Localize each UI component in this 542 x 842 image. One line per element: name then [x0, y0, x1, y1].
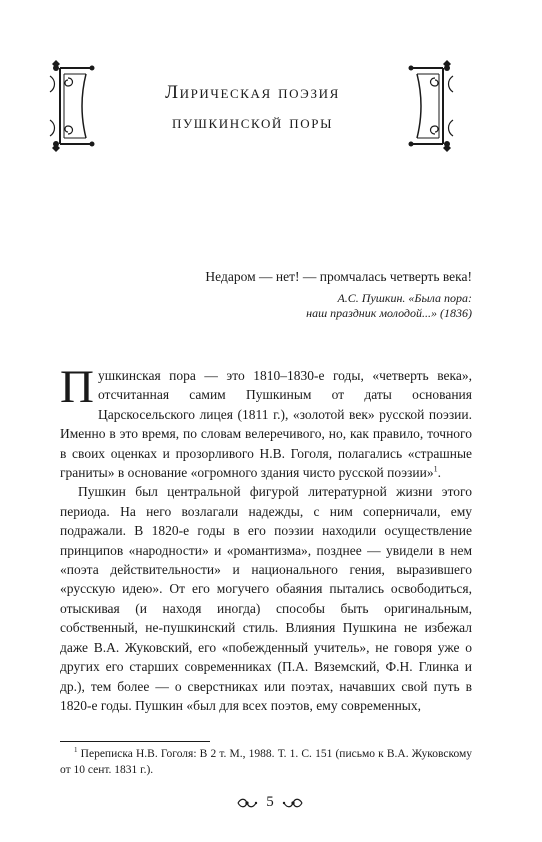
ornate-bracket-left-icon — [48, 60, 98, 152]
footnote-reference[interactable]: 1 — [433, 464, 438, 474]
footnote-marker: 1 — [74, 746, 78, 755]
epigraph-source-line-1: А.С. Пушкин. «Была пора: — [337, 291, 472, 305]
fleuron-right-icon — [282, 796, 304, 808]
footnote — [60, 746, 472, 778]
epigraph-source — [150, 291, 472, 321]
epigraph — [150, 268, 472, 321]
page-number: 5 — [266, 793, 274, 810]
ornate-bracket-right-icon — [405, 60, 455, 152]
page-footer — [220, 792, 320, 812]
body-text — [60, 361, 472, 715]
epigraph-source-line-2: наш праздник молодой...» (1836) — [306, 306, 472, 320]
paragraph-1 — [60, 361, 472, 482]
chapter-title-line-1: Лирическая поэзия — [165, 82, 340, 103]
drop-cap: П — [60, 361, 94, 413]
paragraph-1-text: ушкинская пора — это 1810–1830-е годы, «четверть века», отсчитанная самим Пушкиным от даты основания Царскосельского лицея (1811 г.), «золотой век» русской поэзии. Именно в это время, по словам велеречивого, но, как правило, точного в своих оценках и прозорливого Н.В. Гоголя, полагались «страшные граниты» в основание «огромного здания чисто русской поэзии» — [60, 368, 472, 481]
chapter-title-line-2: пушкинской поры — [171, 112, 334, 133]
paragraph-1-end: . — [437, 465, 441, 481]
footnote-divider — [60, 741, 210, 742]
paragraph-2: Пушкин был центральной фигурой литературной жизни этого периода. На него возлагали надежды, с ним соперничали, ему подражали. В 1820-е годы в его поэзии находили осуществление принципов «народности» и «романтизма», позднее — увидели в нем «поэта действительности» и национального гения, выразившего «русскую идею». От его могучего обаяния пытались освободиться, отыскивая (и находя иногда) способы быть оригинальным, собственный, не-пушкинский стиль. Влияния Пушкина не избежал даже В.А. Жуковский, его «побежденный учитель», не говоря уже о других его старших современниках (П.А. Вяземский, Ф.Н. Глинка и др.), тем более — о сверстниках или поэтах, начавших свой путь в 1820-е годы. Пушкин «был для всех поэтов, ему современных, — [60, 484, 472, 713]
epigraph-quote: Недаром — нет! — промчалась четверть века! — [205, 269, 472, 284]
chapter-title — [100, 78, 405, 138]
fleuron-left-icon — [236, 796, 258, 808]
footnote-text: Переписка Н.В. Гоголя: В 2 т. М., 1988. Т. 1. С. 151 (письмо к В.А. Жуковскому от 10 сент. 1831 г.). — [60, 748, 473, 776]
